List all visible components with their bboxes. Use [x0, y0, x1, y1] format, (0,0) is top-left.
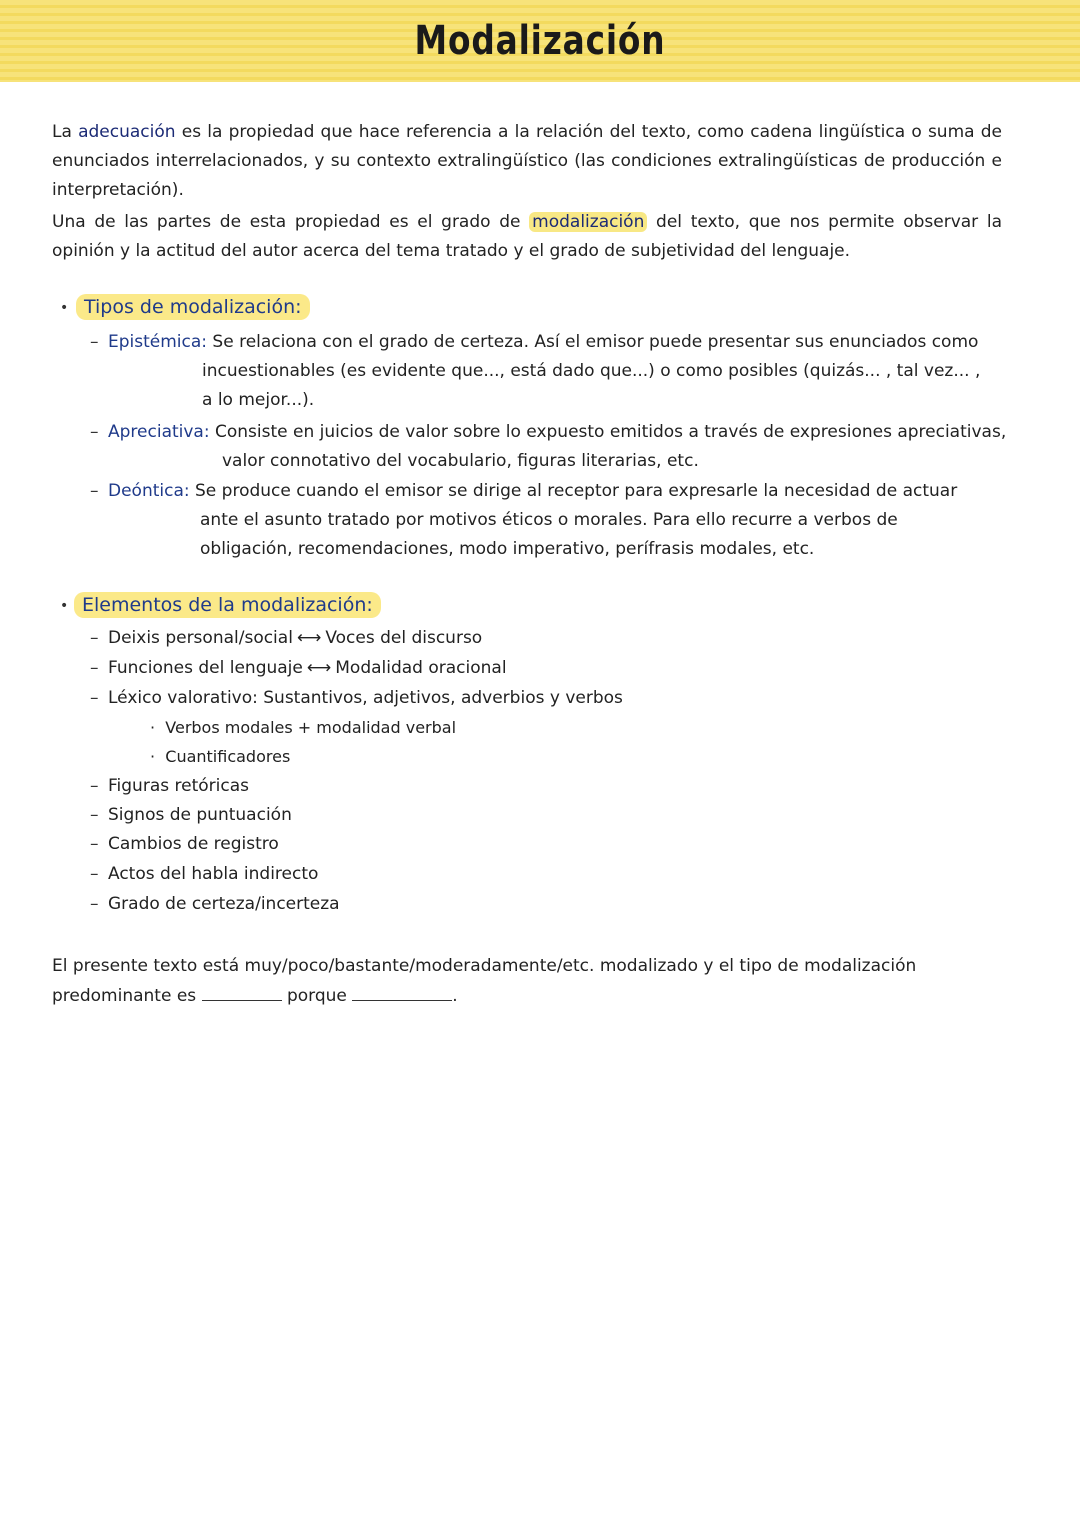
dash-icon: –: [90, 894, 99, 914]
page-title: Modalización: [414, 18, 666, 64]
tipo-line: Se relaciona con el grado de certeza. Así el emisor puede presentar sus enunciados como: [212, 332, 979, 352]
lexico-sub-item: [150, 713, 456, 742]
double-arrow-icon: ⟷: [306, 658, 332, 678]
tipos-bullet: •: [60, 300, 69, 316]
tipo-deontica-line3: obligación, recomendaciones, modo imperativo, perífrasis modales, etc.: [200, 539, 815, 559]
elemento-item: [90, 860, 318, 889]
lexico-sub-text: Verbos modales + modalidad verbal: [165, 718, 457, 737]
dash-icon: –: [90, 628, 99, 648]
tipo-epistemica-line3: a lo mejor...).: [202, 390, 315, 410]
pair-right: Modalidad oracional: [335, 658, 507, 678]
dash-icon: –: [90, 332, 99, 352]
dash-icon: –: [90, 864, 99, 884]
intro-p1-before: La: [52, 122, 79, 142]
tipo-epistemica-line2: incuestionables (es evidente que..., está dado que...) o como posibles (quizás... , tal vez... ,: [202, 361, 981, 381]
tipo-apreciativa-line2: valor connotativo del vocabulario, figuras literarias, etc.: [222, 451, 699, 471]
tipo-deontica-line2: ante el asunto tratado por motivos éticos o morales. Para ello recurre a verbos de: [200, 510, 898, 530]
intro-term-adecuacion: adecuación: [78, 122, 176, 142]
tipo-term: Deóntica:: [108, 481, 190, 501]
blank-line-1[interactable]: [202, 992, 282, 1001]
elemento-text: Figuras retóricas: [108, 776, 249, 796]
intro-paragraph-2: [52, 208, 1002, 266]
dash-icon: –: [90, 805, 99, 825]
intro-p2-after: del texto, que nos permite observar la opinión y la actitud del autor acerca del tema tratado y el grado de subjetividad del lenguaje.: [52, 212, 1002, 261]
blank-line-2[interactable]: [352, 992, 452, 1001]
elemento-text: Actos del habla indirecto: [108, 864, 319, 884]
elementos-bullet: •: [60, 598, 69, 614]
tipo-deontica: [90, 477, 1050, 506]
pair-left: Deixis personal/social: [108, 628, 293, 648]
elemento-lexico: [90, 684, 623, 713]
dash-icon: –: [90, 658, 99, 678]
tipo-apreciativa: [90, 418, 1050, 447]
bullet-icon: ·: [150, 747, 166, 766]
pair-right: Voces del discurso: [325, 628, 483, 648]
lexico-sub-item: [150, 742, 290, 771]
elemento-item: [90, 890, 340, 919]
dash-icon: –: [90, 688, 99, 708]
elemento-text: Grado de certeza/incerteza: [108, 894, 340, 914]
tipo-line: Se produce cuando el emisor se dirige al receptor para expresarle la necesidad de actuar: [195, 481, 958, 501]
tipos-heading-text: Tipos de modalización:: [76, 294, 310, 320]
double-arrow-icon: ⟷: [296, 628, 322, 648]
dash-icon: –: [90, 776, 99, 796]
lexico-text: Léxico valorativo: Sustantivos, adjetivos, adverbios y verbos: [108, 688, 623, 708]
bullet-icon: ·: [150, 718, 166, 737]
dash-icon: –: [90, 834, 99, 854]
conclusion-line-2: [52, 982, 1012, 1011]
conclusion-line-1: El presente texto está muy/poco/bastante/moderadamente/etc. modalizado y el tipo de modalización: [52, 956, 917, 976]
conclusion-period: .: [452, 986, 458, 1006]
dash-icon: –: [90, 481, 99, 501]
conclusion-porque: porque: [286, 986, 347, 1006]
tipo-term: Epistémica:: [108, 332, 208, 352]
lexico-sub-text: Cuantificadores: [165, 747, 291, 766]
elemento-pair-deixis: [90, 624, 482, 653]
elemento-item: [90, 801, 292, 830]
elementos-heading-text: Elementos de la modalización:: [74, 592, 381, 618]
elemento-text: Signos de puntuación: [108, 805, 292, 825]
intro-p1-after: es la propiedad que hace referencia a la relación del texto, como cadena lingüística o suma de enunciados interrelacionados, y su contexto extralingüístico (las condiciones extralingüísticas de producción e interpretación).: [52, 122, 1002, 200]
intro-p2-before: Una de las partes de esta propiedad es el grado de: [52, 212, 530, 232]
elementos-heading: [74, 594, 381, 616]
tipo-line: Consiste en juicios de valor sobre lo expuesto emitidos a través de expresiones apreciativas,: [214, 422, 1007, 442]
tipos-heading: [76, 296, 310, 318]
pair-left: Funciones del lenguaje: [108, 658, 303, 678]
elemento-text: Cambios de registro: [108, 834, 279, 854]
tipo-term: Apreciativa:: [108, 422, 210, 442]
conclusion-predominante: predominante es: [52, 986, 197, 1006]
elemento-item: [90, 772, 249, 801]
elemento-pair-funciones: [90, 654, 507, 683]
tipo-epistemica: [90, 328, 1050, 357]
intro-term-modalizacion: modalización: [529, 212, 647, 232]
intro-paragraph-1: [52, 118, 1002, 205]
elemento-item: [90, 830, 279, 859]
dash-icon: –: [90, 422, 99, 442]
